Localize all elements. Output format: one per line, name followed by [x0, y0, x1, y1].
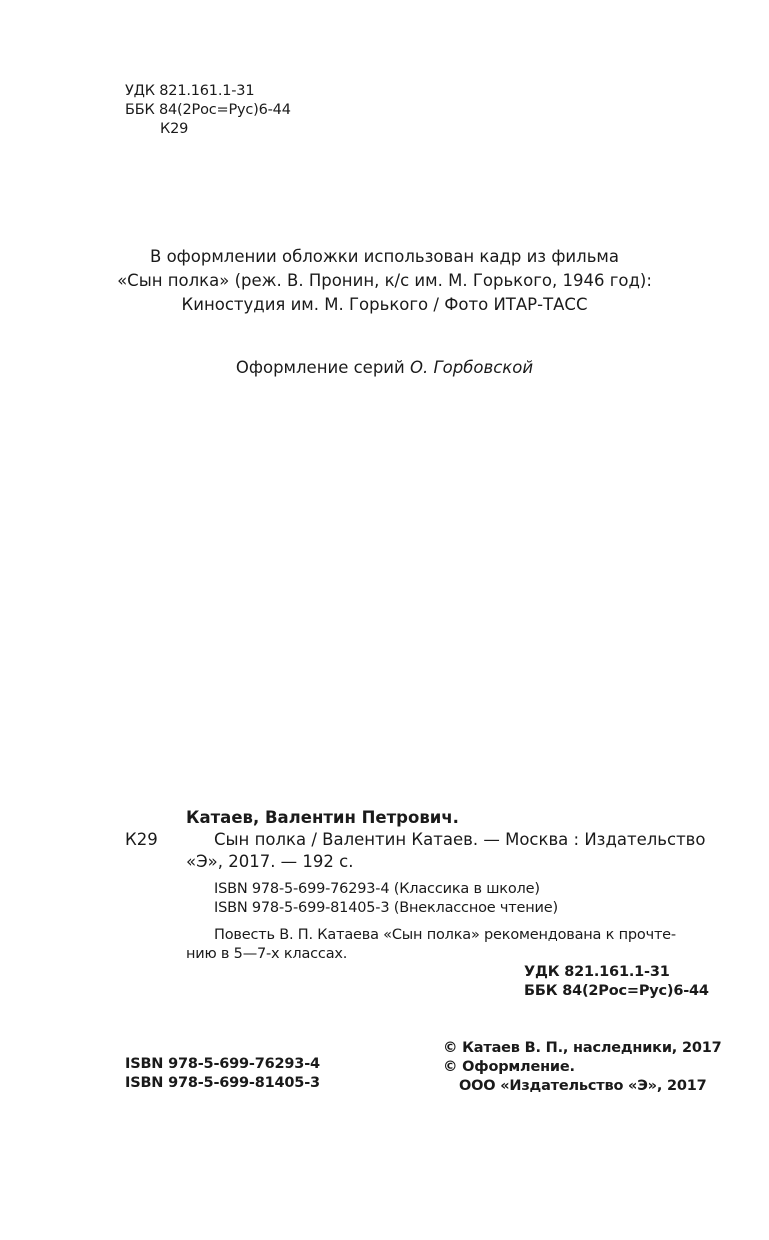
- cover-note-line-3: Киностудия им. М. Горького / Фото ИТАР-ТАСС: [181, 295, 588, 314]
- series-design-label: Оформление серий: [235, 358, 405, 377]
- record-isbn-1: ISBN 978-5-699-76293-4 (Классика в школе): [214, 881, 540, 897]
- cover-note-line-1: В оформлении обложки использован кадр из фильма: [150, 247, 619, 266]
- record-isbn-2: ISBN 978-5-699-81405-3 (Внеклассное чтение): [214, 900, 558, 916]
- udk-code: УДК 821.161.1-31: [125, 83, 255, 99]
- isbn-line-2: ISBN 978-5-699-81405-3: [125, 1075, 320, 1091]
- bbk-code: ББК 84(2Рос=Рус)6-44: [125, 102, 291, 118]
- copyright-line-1: © Катаев В. П., наследники, 2017: [443, 1040, 722, 1056]
- annotation-line-2: нию в 5—7-х классах.: [186, 946, 348, 962]
- record-udk: УДК 821.161.1-31: [524, 964, 670, 980]
- isbn-line-1: ISBN 978-5-699-76293-4: [125, 1056, 320, 1072]
- author-mark: К29: [160, 121, 189, 137]
- record-bbk: ББК 84(2Рос=Рус)6-44: [524, 983, 709, 999]
- record-mark: К29: [125, 830, 158, 849]
- record-title-line-2: «Э», 2017. — 192 с.: [186, 852, 354, 871]
- record-title-line-1: Сын полка / Валентин Катаев. — Москва : Издательство: [214, 830, 706, 849]
- series-designer-name: О. Горбовской: [410, 358, 534, 377]
- series-design: [0, 357, 769, 378]
- copyright-line-2: © Оформление.: [443, 1059, 575, 1075]
- author-heading: Катаев, Валентин Петрович.: [186, 808, 459, 827]
- cover-note-line-2: «Сын полка» (реж. В. Пронин, к/с им. М. Горького, 1946 год):: [117, 271, 652, 290]
- annotation-line-1: Повесть В. П. Катаева «Сын полка» рекомендована к прочте-: [214, 927, 676, 943]
- copyright-line-3: ООО «Издательство «Э», 2017: [459, 1078, 707, 1094]
